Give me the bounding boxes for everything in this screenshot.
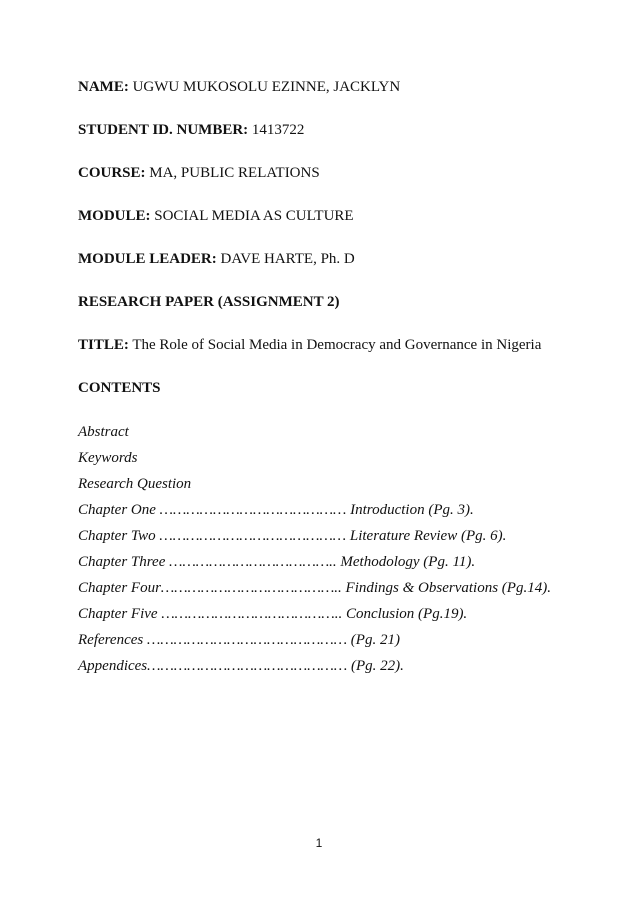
module-leader-line [78,250,355,268]
toc-chapter-three: Chapter Three ……………………………….. Methodology (Pg. 11). [78,554,476,570]
module-label: MODULE: [78,208,151,224]
toc-chapter-one: Chapter One …………………………………… Introduction (Pg. 3). [78,502,474,518]
student-id-value: 1413722 [251,122,305,138]
name-value: UGWU MUKOSOLU EZINNE, JACKLYN [132,79,401,95]
toc-appendices: Appendices……………………………………… (Pg. 22). [78,658,404,674]
module-line [78,207,354,225]
toc-chapter-five: Chapter Five ………………………………….. Conclusion (Pg.19). [78,606,468,622]
course-value: MA, PUBLIC RELATIONS [149,165,320,181]
toc-chapter-four: Chapter Four………………………………….. Findings & Observations (Pg.14). [78,580,551,596]
title-value: The Role of Social Media in Democracy and Governance in Nigeria [132,337,542,353]
module-value: SOCIAL MEDIA AS CULTURE [154,208,354,224]
course-label: COURSE: [78,165,146,181]
toc-chapter-two: Chapter Two …………………………………… Literature Review (Pg. 6). [78,528,507,544]
module-leader-value: DAVE HARTE, Ph. D [220,251,355,267]
student-id-line [78,121,304,139]
module-leader-label: MODULE LEADER: [78,251,217,267]
toc-keywords: Keywords [78,450,138,466]
toc-references: References ……………………………………… (Pg. 21) [78,632,400,648]
name-label: NAME: [78,79,129,95]
student-id-label: STUDENT ID. NUMBER: [78,122,249,138]
research-paper-heading: RESEARCH PAPER (ASSIGNMENT 2) [78,294,340,310]
toc-abstract: Abstract [78,424,129,440]
title-label: TITLE: [78,337,129,353]
course-line [78,164,320,182]
name-line [78,78,400,96]
title-line [78,336,541,354]
contents-heading: CONTENTS [78,380,161,396]
page-number: 1 [315,836,323,850]
toc-research-question: Research Question [78,476,192,492]
